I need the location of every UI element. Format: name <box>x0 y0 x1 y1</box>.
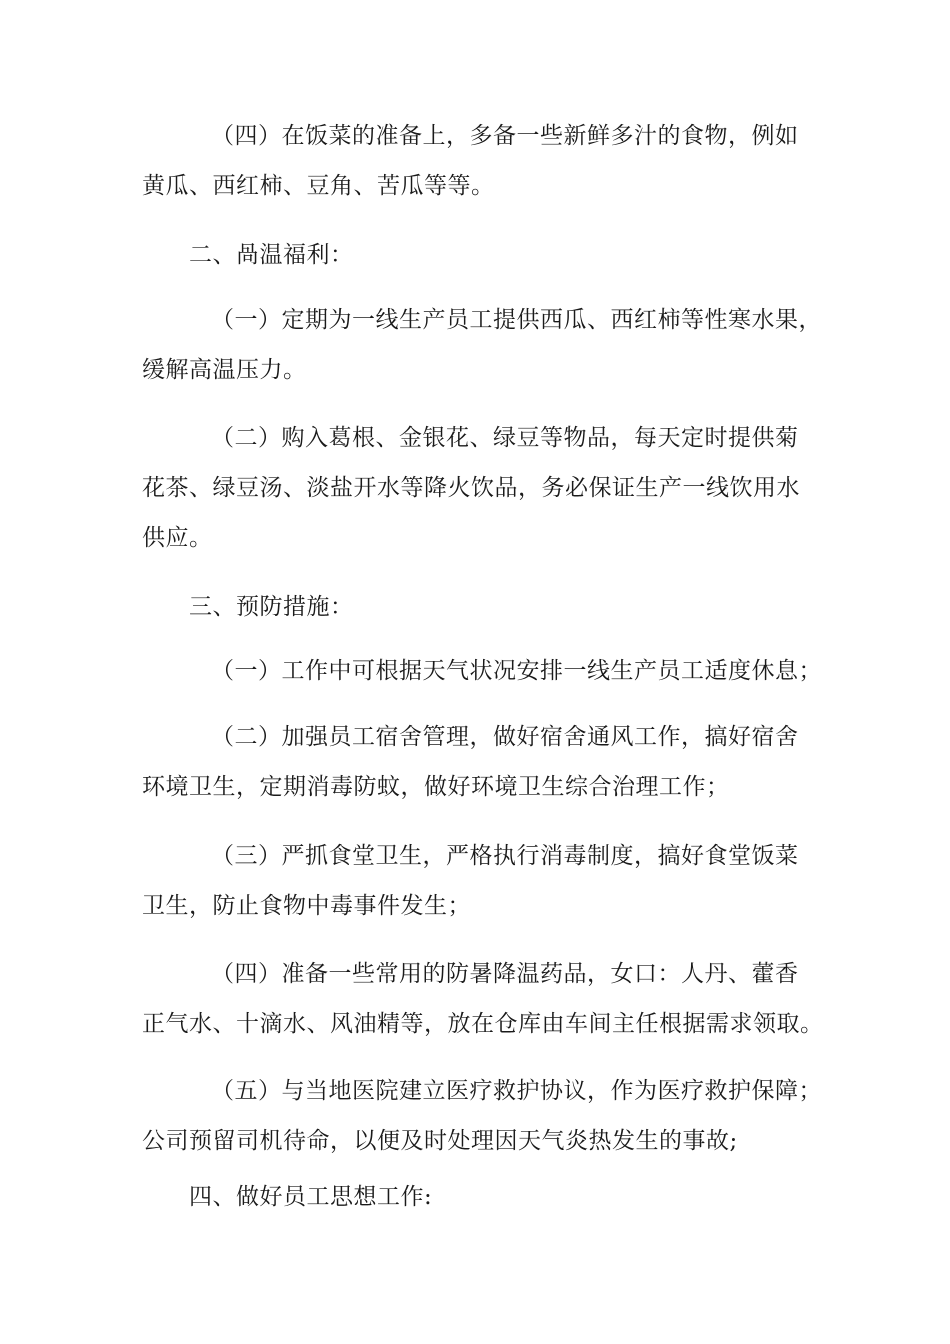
paragraph-line: 供应。 <box>142 525 213 551</box>
paragraph-line: 公司预留司机待命，以便及时处理因天气炎热发生的事故; <box>142 1128 738 1154</box>
paragraph-line: （五）与当地医院建立医疗救护协议，作为医疗救护保障； <box>211 1078 822 1104</box>
section-heading: 四、做好员工思想工作: <box>189 1184 433 1210</box>
paragraph-line: （一）定期为一线生产员工提供西瓜、西红柿等性寒水果， <box>211 307 822 333</box>
paragraph-line: （一）工作中可根据天气状况安排一线生产员工适度休息； <box>211 658 822 684</box>
paragraph-line: （二）加强员工宿舍管理，做好宿舍通风工作，搞好宿舍 <box>211 724 799 750</box>
paragraph-line: （二）购入葛根、金银花、绿豆等物品，每天定时提供菊 <box>211 425 799 451</box>
paragraph-line: 黄瓜、西红柿、豆角、苦瓜等等。 <box>142 173 495 199</box>
paragraph-line: 环境卫生，定期消毒防蚊，做好环境卫生综合治理工作； <box>142 774 730 800</box>
paragraph-line: 正气水、十滴水、风油精等，放在仓库由车间主任根据需求领取。 <box>142 1011 824 1037</box>
paragraph-line: 花茶、绿豆汤、淡盐开水等降火饮品，务必保证生产一线饮用水 <box>142 475 800 501</box>
section-heading: 三、预防措施： <box>189 594 354 620</box>
paragraph-line: （四）在饭菜的准备上，多备一些新鲜多汁的食物，例如 <box>211 123 799 149</box>
paragraph-line: 缓解高温压力。 <box>142 357 307 383</box>
paragraph-line: （四）准备一些常用的防暑降温药品，女口：人丹、藿香 <box>211 961 799 987</box>
paragraph-line: （三）严抓食堂卫生，严格执行消毒制度，搞好食堂饭菜 <box>211 843 799 869</box>
paragraph-line: 卫生，防止食物中毒事件发生； <box>142 893 471 919</box>
section-heading: 二、咼温福利： <box>189 242 354 268</box>
